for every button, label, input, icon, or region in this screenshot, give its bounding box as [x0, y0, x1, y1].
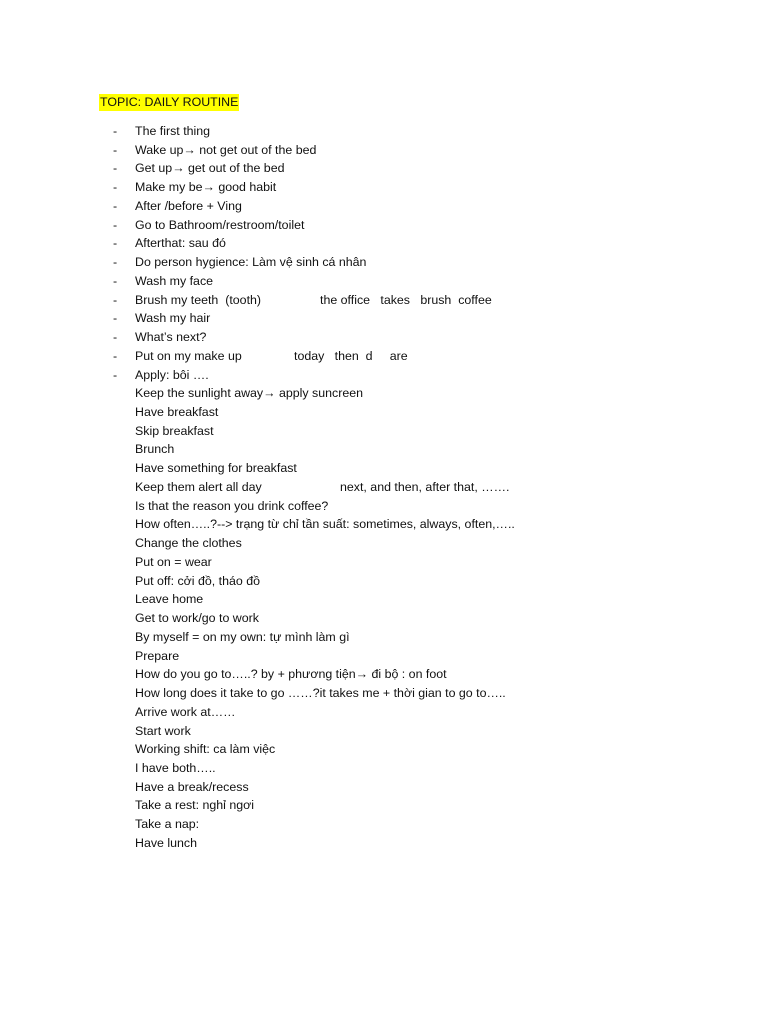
- line-text: Take a rest: nghỉ ngơi: [135, 798, 255, 813]
- list-item: [0, 178, 768, 197]
- bullet-dash: -: [113, 217, 118, 232]
- line-text: Wake up→ not get out of the bed: [135, 142, 317, 157]
- list-item: [0, 665, 768, 684]
- line-text: Have a break/recess: [135, 779, 249, 794]
- list-item: [0, 440, 768, 459]
- list-item: [0, 609, 768, 628]
- bullet-dash: -: [113, 255, 118, 270]
- bullet-dash: -: [113, 142, 118, 157]
- line-text: Start work: [135, 723, 191, 738]
- bullet-dash: -: [113, 348, 118, 363]
- list-item: [0, 384, 768, 403]
- list-item: [0, 834, 768, 853]
- list-item: [0, 291, 768, 310]
- list-item: [0, 815, 768, 834]
- notes-list: [0, 122, 768, 853]
- line-text: Have something for breakfast: [135, 461, 297, 476]
- bullet-dash: -: [113, 311, 118, 326]
- line-text: Keep them alert all day: [135, 479, 262, 494]
- bullet-dash: -: [113, 161, 118, 176]
- bullet-dash: -: [113, 180, 118, 195]
- line-text: Take a nap:: [135, 817, 200, 832]
- list-item: [0, 553, 768, 572]
- list-item: [0, 272, 768, 291]
- line-text: Put on = wear: [135, 554, 212, 569]
- line-text: Go to Bathroom/restroom/toilet: [135, 217, 305, 232]
- side-note-text: next, and then, after that, …….: [340, 479, 510, 494]
- line-text: Brush my teeth (tooth): [135, 292, 262, 307]
- line-text: Have breakfast: [135, 405, 219, 420]
- line-text: Prepare: [135, 648, 180, 663]
- list-item: [0, 347, 768, 366]
- line-text: How often…..?--> trạng từ chỉ tần suất: sometimes, always, often,…..: [135, 517, 515, 532]
- list-item: [0, 216, 768, 235]
- line-text: Keep the sunlight away→ apply suncreen: [135, 386, 363, 401]
- line-text: Get up→ get out of the bed: [135, 161, 285, 176]
- topic-title: TOPIC: DAILY ROUTINE: [100, 95, 239, 109]
- line-text: Afterthat: sau đó: [135, 236, 226, 251]
- line-text: Leave home: [135, 592, 204, 607]
- bullet-dash: -: [113, 198, 118, 213]
- list-item: [0, 534, 768, 553]
- list-item: [0, 253, 768, 272]
- list-item: [0, 796, 768, 815]
- line-text: I have both…..: [135, 760, 216, 775]
- line-text: Get to work/go to work: [135, 611, 259, 626]
- list-item: [0, 309, 768, 328]
- line-text: Apply: bôi ….: [135, 367, 209, 382]
- line-text: Put on my make up: [135, 348, 242, 363]
- list-item: [0, 740, 768, 759]
- bullet-dash: -: [113, 330, 118, 345]
- bullet-dash: -: [113, 292, 118, 307]
- list-item: [0, 422, 768, 441]
- line-text: Arrive work at……: [135, 704, 236, 719]
- bullet-dash: -: [113, 124, 118, 138]
- list-item: [0, 759, 768, 778]
- side-note-text: the office takes brush coffee: [320, 292, 492, 307]
- bullet-dash: -: [113, 236, 118, 251]
- list-item: [0, 328, 768, 347]
- list-item: [0, 159, 768, 178]
- line-text: Put off: cởi đồ, tháo đồ: [135, 573, 261, 588]
- list-item: [0, 722, 768, 741]
- list-item: [0, 647, 768, 666]
- line-text: Make my be→ good habit: [135, 180, 277, 195]
- line-text: How do you go to…..? by + phương tiện→ đi bộ : on foot: [135, 667, 447, 682]
- line-text: How long does it take to go ……?it takes me + thời gian to go to…..: [135, 686, 506, 701]
- line-text: Change the clothes: [135, 536, 242, 551]
- list-item: [0, 366, 768, 385]
- list-item: [0, 590, 768, 609]
- line-text: Working shift: ca làm việc: [135, 742, 276, 757]
- list-item: [0, 459, 768, 478]
- line-text: Have lunch: [135, 835, 197, 850]
- list-item: [0, 515, 768, 534]
- bullet-dash: -: [113, 273, 118, 288]
- list-item: [0, 684, 768, 703]
- list-item: [0, 478, 768, 497]
- list-item: [0, 403, 768, 422]
- line-text: Do person hygience: Làm vệ sinh cá nhân: [135, 255, 367, 270]
- list-item: [0, 497, 768, 516]
- line-text: Wash my face: [135, 273, 214, 288]
- list-item: [0, 572, 768, 591]
- line-text: Brunch: [135, 442, 175, 457]
- list-item: [0, 234, 768, 253]
- line-text: The first thing: [135, 124, 211, 138]
- bullet-dash: -: [113, 367, 118, 382]
- list-item: [0, 141, 768, 160]
- list-item: [0, 703, 768, 722]
- line-text: What’s next?: [135, 330, 207, 345]
- list-item: [0, 778, 768, 797]
- list-item: [0, 197, 768, 216]
- line-text: Is that the reason you drink coffee?: [135, 498, 329, 513]
- line-text: Wash my hair: [135, 311, 211, 326]
- line-text: By myself = on my own: tự mình làm gì: [135, 629, 350, 644]
- list-item: [0, 122, 768, 141]
- side-note-text: today then d are: [294, 348, 408, 363]
- list-item: [0, 628, 768, 647]
- line-text: After /before + Ving: [135, 198, 242, 213]
- line-text: Skip breakfast: [135, 423, 214, 438]
